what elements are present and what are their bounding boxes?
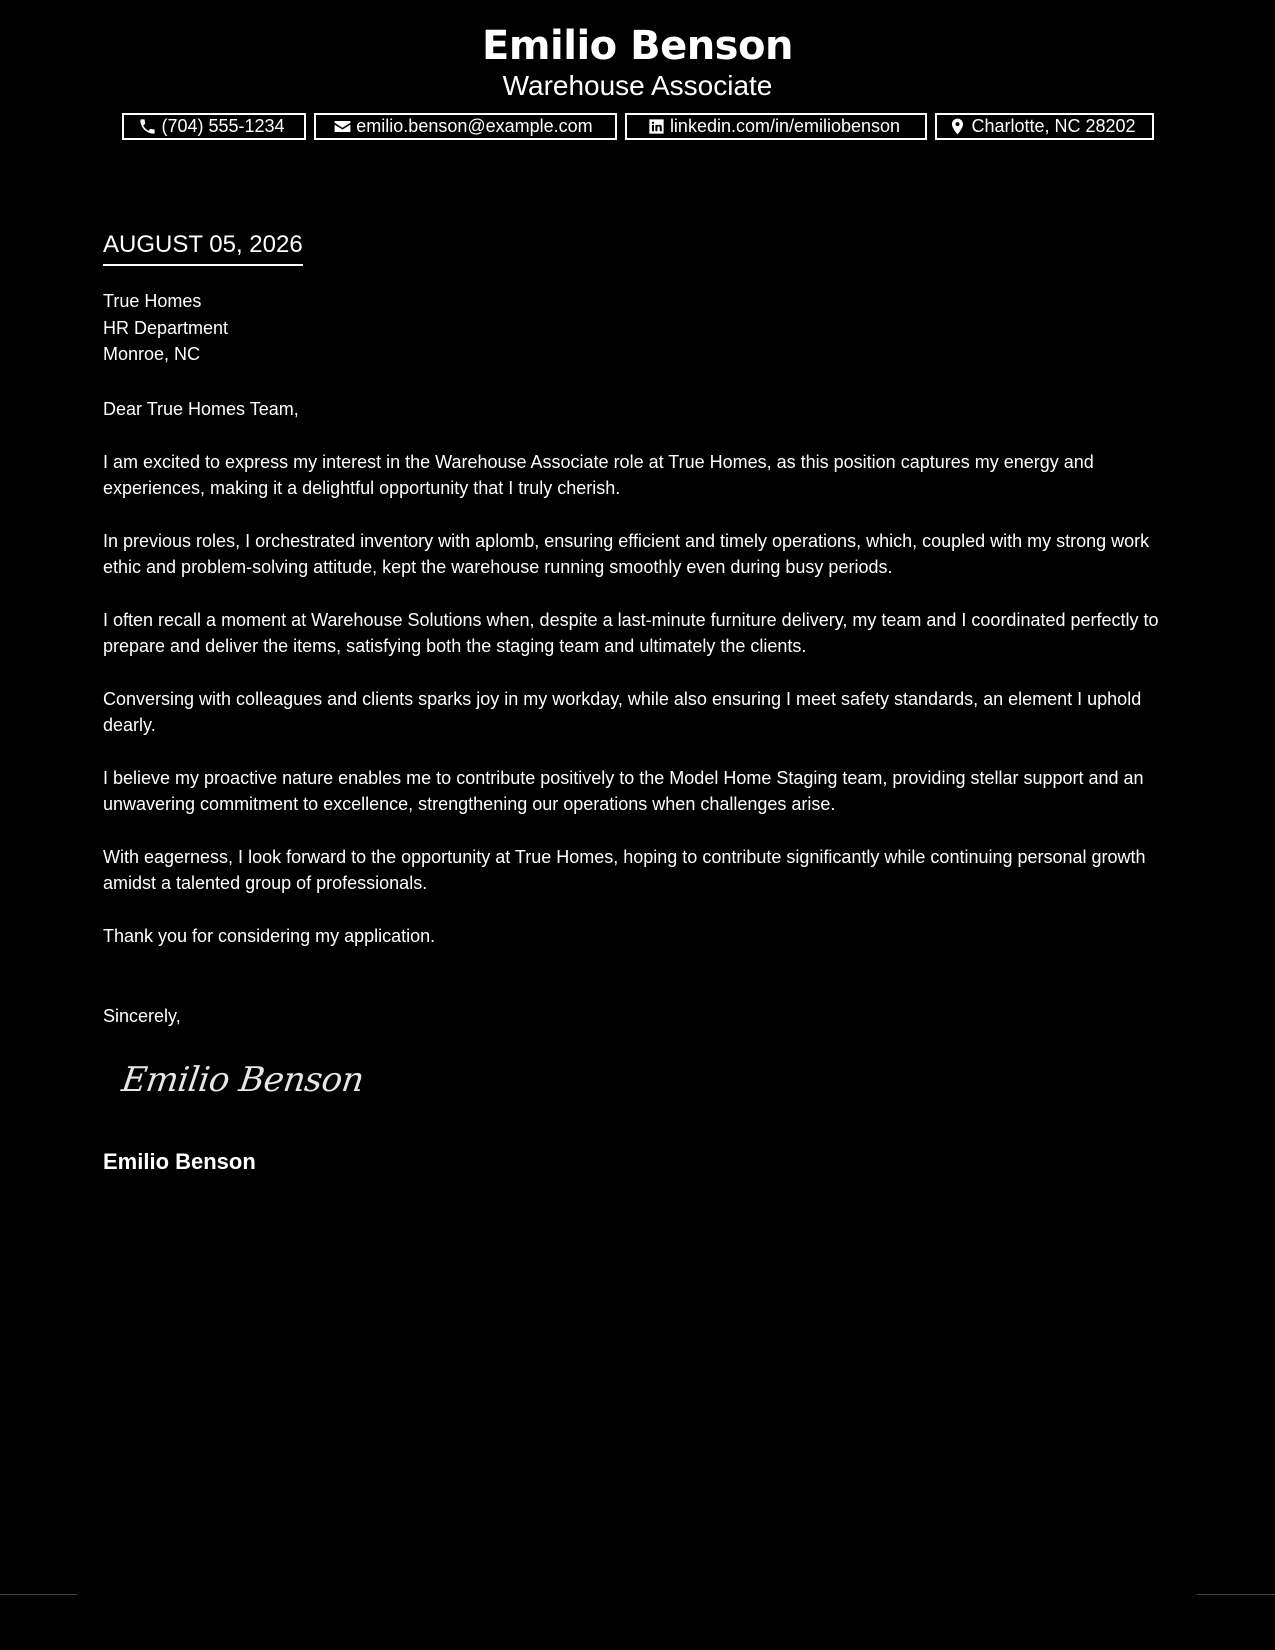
contact-location-text: Charlotte, NC 28202 [971,116,1136,136]
body-paragraph: Conversing with colleagues and clients sparks joy in my workday, while also ensuring I meet safety standards, an element I uphold dearly. [103,688,1142,735]
contact-linkedin[interactable] [625,113,927,140]
letter-date: AUGUST 05, 2026 [103,228,303,266]
footer-divider-left [0,1594,77,1595]
contact-email[interactable] [314,113,617,140]
recipient-company: True Homes [103,291,202,311]
contact-email-text: emilio.benson@example.com [356,116,593,136]
contact-linkedin-text: linkedin.com/in/emiliobenson [669,116,901,136]
body-paragraph: I believe my proactive nature enables me to contribute positively to the Model Home Staging team, providing stellar support and an unwavering commitment to excellence, strengthening our operations when challenges arise. [103,767,1144,814]
letter-body [103,396,1173,975]
recipient-city: Monroe, NC [103,344,201,364]
contact-phone-text: (704) 555-1234 [161,116,285,136]
applicant-name: Emilio Benson [482,23,793,69]
contact-bar [0,113,1275,140]
body-paragraph: I am excited to express my interest in the Warehouse Associate role at True Homes, as this position captures my energy and experiences, making it a delightful opportunity that I truly cherish. [103,451,1094,498]
footer-divider-right [1197,1594,1275,1595]
body-paragraph: With eagerness, I look forward to the opportunity at True Homes, hoping to contribute significantly while continuing personal growth amidst a talented group of professionals. [103,846,1146,893]
envelope-icon [333,117,352,136]
linkedin-icon [647,117,666,136]
body-paragraph: In previous roles, I orchestrated inventory with aplomb, ensuring efficient and timely operations, which, coupled with my strong work ethic and problem-solving attitude, kept the warehouse running smoothly even during busy periods. [103,530,1150,577]
signer-name: Emilio Benson [103,1149,256,1174]
applicant-job-title: Warehouse Associate [502,70,773,101]
contact-location[interactable] [935,113,1154,140]
letter-header [0,22,1275,102]
phone-icon [138,117,157,136]
map-marker-icon [948,117,967,136]
recipient-department: HR Department [103,317,229,338]
salutation: Dear True Homes Team, [103,399,299,419]
contact-phone[interactable] [122,113,306,140]
recipient-block [103,288,228,368]
body-paragraph: I often recall a moment at Warehouse Solutions when, despite a last-minute furniture delivery, my team and I coordinated perfectly to prepare and deliver the items, satisfying both the staging team and ultimately the clients. [103,609,1159,656]
handwritten-signature: Emilio Benson [119,1060,367,1100]
body-paragraph: Thank you for considering my application. [103,925,436,946]
closing: Sincerely, [103,1006,181,1026]
